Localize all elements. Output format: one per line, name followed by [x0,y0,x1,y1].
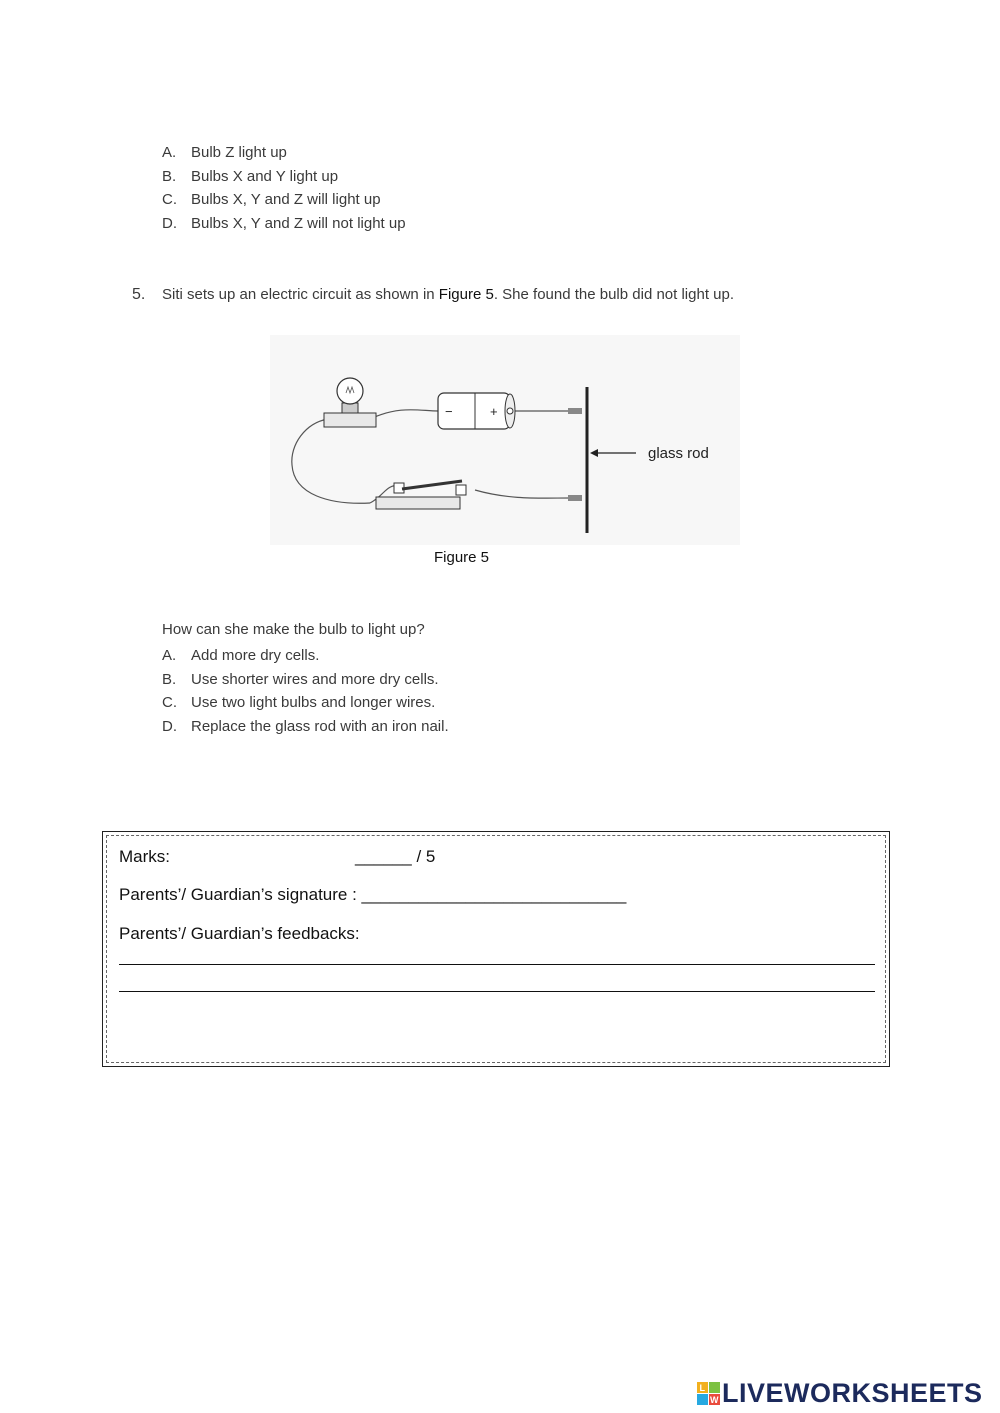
q4-option-b[interactable] [162,165,406,189]
option-letter: C. [162,694,177,711]
feedback-box-inner [106,835,886,1063]
q5-stem-text-before: Siti sets up an electric circuit as shown in [162,286,439,303]
q5-options-list [162,644,449,738]
logo-tile-letter: L [699,1383,705,1393]
option-text: Bulb Z light up [191,144,287,161]
figure-caption: Figure 5 [434,549,490,566]
q4-option-a[interactable] [162,141,406,165]
clip-top [568,408,582,414]
clip-bottom [568,495,582,501]
logo-text: LIVEWORKSHEETS [722,1378,983,1408]
q4-options-list [162,141,406,235]
q5-option-a[interactable] [162,644,449,668]
logo-tile-letter: W [710,1395,719,1405]
marks-input[interactable]: ______ / 5 [355,847,436,866]
glass-rod-label: glass rod [648,445,709,462]
circuit-figure [270,335,740,545]
option-text: Use two light bulbs and longer wires. [191,694,436,711]
option-text: Bulbs X and Y light up [191,167,339,185]
feedback-line-2[interactable] [119,991,875,992]
q5-prompt: How can she make the bulb to light up? [162,621,425,638]
feedback-box [102,831,890,1067]
option-letter: B. [162,670,177,688]
logo-icon [697,1378,721,1408]
q5-stem [132,286,734,304]
q5-stem-text-after: . She found the bulb did not light up. [493,286,735,303]
q5-option-b[interactable] [162,668,449,692]
cell-plus-label: + [490,404,498,419]
option-text: Bulbs X, Y and Z will not light up [191,214,406,232]
marks-row [119,847,436,867]
q4-option-d[interactable] [162,212,406,236]
option-letter: C. [162,191,177,208]
q5-option-c[interactable] [162,691,449,715]
cell-minus-label: − [445,404,453,419]
option-text: Add more dry cells. [191,647,320,664]
option-letter: D. [162,214,177,232]
option-letter: D. [162,717,177,735]
figure-background [270,335,740,545]
option-letter: A. [162,647,177,664]
option-letter: B. [162,167,177,185]
feedback-line-1[interactable] [119,964,875,965]
option-text: Bulbs X, Y and Z will light up [191,191,381,208]
option-text: Use shorter wires and more dry cells. [191,670,439,688]
signature-field[interactable]: Parents’/ Guardian’s signature : ____________________________ [119,885,627,904]
marks-label: Marks: [119,847,170,866]
dry-cell [438,393,515,429]
liveworksheets-logo [697,1378,983,1408]
option-text: Replace the glass rod with an iron nail. [191,717,449,735]
q4-option-c[interactable] [162,188,406,212]
q5-option-d[interactable] [162,715,449,739]
question-number: 5. [132,286,146,303]
feedbacks-label: Parents’/ Guardian’s feedbacks: [119,924,360,943]
option-letter: A. [162,144,177,161]
figure-reference: Figure 5 [438,286,494,303]
